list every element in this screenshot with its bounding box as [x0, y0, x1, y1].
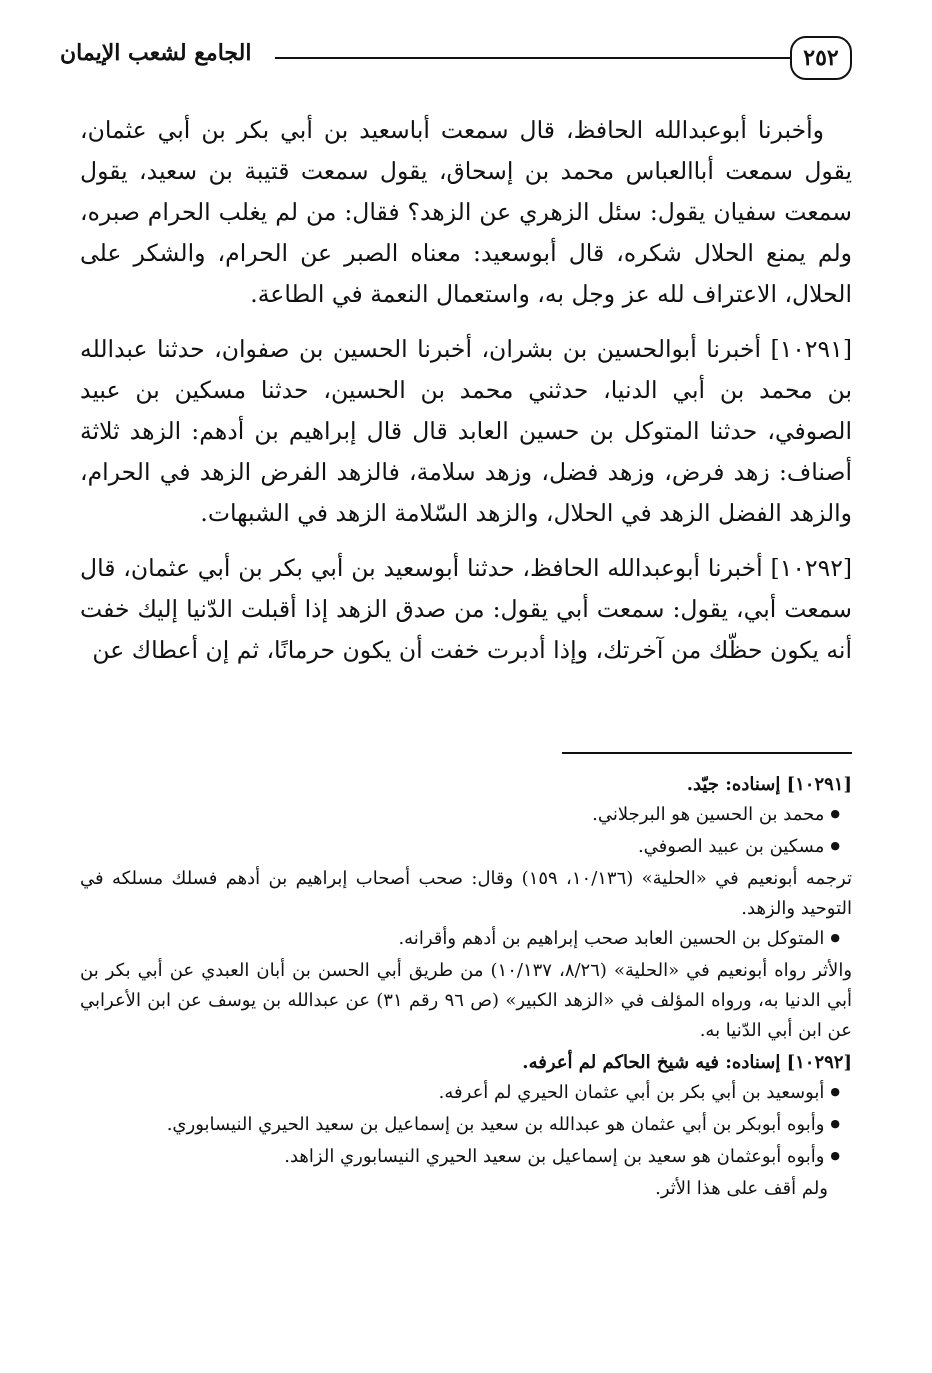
footnote-2-bullet-1: ● أبوسعيد بن أبي بكر بن أبي عثمان الحيري لم أعرفه.: [80, 1078, 852, 1110]
footnote-separator: [562, 752, 852, 754]
footnote-2-bullet-2: ● وأبوه أبوبكر بن أبي عثمان هو عبدالله بن سعيد بن إسماعيل بن سعيد الحيري النيسابوري.: [80, 1110, 852, 1142]
page-header: [60, 36, 852, 86]
paragraph-3: [80, 548, 852, 671]
footnote-1-bullet-2: ● مسكين بن عبيد الصوفي.: [80, 832, 852, 864]
page-number: ٢٥٢: [790, 36, 852, 80]
paragraph-3-text: أخبرنا أبوعبدالله الحافظ، حدثنا أبوسعيد بن أبي بكر بن أبي عثمان، قال سمعت أبي، يقول: سمعت أبي يقول: من صدق الزهد إذا أقبلت الدّنيا إليك خفت أنه يكون حظّك من آخرتك، وإذا أدبرت خفت أن يكون حرمانًا، ثم إن أعطاك عن: [80, 554, 852, 664]
footnote-2-closing: ولم أقف على هذا الأثر.: [655, 1178, 828, 1199]
book-title: الجامع لشعب الإيمان: [60, 40, 252, 66]
footnote-2-bullet-3: ● وأبوه أبوعثمان هو سعيد بن إسماعيل بن سعيد الحيري النيسابوري الزاهد.: [80, 1142, 852, 1174]
footnote-1-bullet-2-note: ترجمه أبونعيم في «الحلية» (١٠/١٣٦، ١٥٩) وقال: صحب أصحاب إبراهيم بن أدهم فسلك مسلكه في التوحيد والزهد.: [80, 868, 852, 919]
main-text: [80, 110, 852, 685]
paragraph-1-text: وأخبرنا أبوعبدالله الحافظ، قال سمعت أباسعيد بن أبي بكر بن أبي عثمان، يقول سمعت أباالعباس محمد بن إسحاق، يقول سمعت قتيبة بن سعيد، يقول سمعت سفيان يقول: سئل الزهري عن الزهد؟ فقال: من لم يغلب الحرام صبره، ولم يمنع الحلال شكره، قال أبوسعيد: معناه الصبر عن الحرام، والشكر على الحلال، الاعتراف لله عز وجل به، واستعمال النعمة في الطاعة.: [80, 116, 852, 308]
hadith-ref-10291: [١٠٢٩١]: [770, 335, 852, 363]
footnote-1-athar: والأثر رواه أبونعيم في «الحلية» (٨/٢٦، ١٠/١٣٧) من طريق أبي الحسن بن أبان العبدي عن أبي بكر بن أبي الدنيا به، ورواه المؤلف في «الزهد الكبير» (ص ٩٦ رقم ٣١) عن عبدالله بن يوسف عن ابن الأعرابي عن ابن أبي الدّنيا به.: [80, 960, 853, 1041]
paragraph-1: [80, 110, 852, 315]
footnote-1-bullet-3: ● المتوكل بن الحسين العابد صحب إبراهيم بن أدهم وأقرانه.: [80, 924, 852, 956]
footnote-1-bullet-1: ● محمد بن الحسين هو البرجلاني.: [80, 800, 852, 832]
paragraph-2-text: أخبرنا أبوالحسين بن بشران، أخبرنا الحسين بن صفوان، حدثنا عبدالله بن محمد بن أبي الدنيا، حدثني محمد بن الحسين، حدثنا مسكين بن عبيد الصوفي، حدثنا المتوكل بن حسين العابد قال قال إبراهيم بن أدهم: الزهد ثلاثة أصناف: زهد فرض، وزهد فضل، وزهد سلامة، فالزهد الفرض الزهد في الحرام، والزهد الفضل الزهد في الحلال، والزهد السّلامة الزهد في الشبهات.: [80, 335, 852, 527]
hadith-ref-10292: [١٠٢٩٢]: [770, 554, 852, 582]
header-rule: [275, 57, 790, 59]
paragraph-2: [80, 329, 852, 534]
footnote-1-head: [١٠٢٩١] إسناده: جيّد.: [686, 774, 852, 795]
footnotes: [80, 770, 852, 1204]
footnote-2-head: [١٠٢٩٢] إسناده: فيه شيخ الحاكم لم أعرفه.: [522, 1052, 852, 1073]
